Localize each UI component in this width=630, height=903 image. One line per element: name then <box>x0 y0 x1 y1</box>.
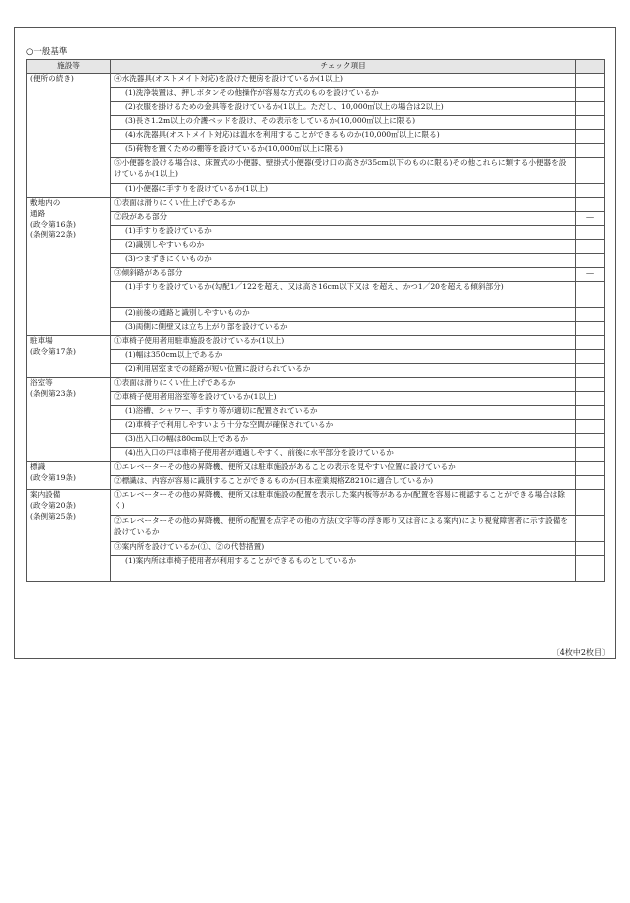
table-row <box>27 308 605 322</box>
table-row <box>27 364 605 378</box>
section-title: ○一般基準 <box>26 47 68 57</box>
check-item: ③傾斜路がある部分 <box>111 268 576 282</box>
facility-cell <box>27 490 111 582</box>
check-item: ②車椅子使用者用浴室等を設けているか(1以上) <box>111 392 576 406</box>
table-row <box>27 268 605 282</box>
table-row <box>27 378 605 392</box>
table-row <box>27 282 605 308</box>
facility-label: 敷地内の <box>30 198 61 207</box>
check-mark-cell[interactable] <box>576 542 605 556</box>
check-subitem: (1)洗浄装置は、押しボタンその他操作が容易な方式のものを設けているか <box>111 88 576 102</box>
check-mark-cell[interactable] <box>576 322 605 336</box>
facility-cell <box>27 198 111 336</box>
check-mark-cell[interactable] <box>576 406 605 420</box>
check-mark-cell[interactable] <box>576 254 605 268</box>
check-mark-cell[interactable] <box>576 462 605 476</box>
table-row <box>27 130 605 144</box>
check-item: ②段がある部分 <box>111 212 576 226</box>
table-row <box>27 392 605 406</box>
check-mark-cell[interactable] <box>576 350 605 364</box>
check-item: ④水洗器具(オストメイト対応)を設けた便房を設けているか(1以上) <box>111 74 576 88</box>
facility-label: (政令第20条) <box>30 500 76 510</box>
check-item: ③案内所を設けているか(①、②の代替措置) <box>111 542 576 556</box>
check-mark-cell[interactable] <box>576 88 605 102</box>
check-subitem: (2)前後の通路と識別しやすいものか <box>111 308 576 322</box>
check-mark-cell[interactable] <box>576 116 605 130</box>
table-row <box>27 144 605 158</box>
checklist-table <box>26 59 605 582</box>
check-mark-cell[interactable] <box>576 282 605 308</box>
table-row <box>27 462 605 476</box>
table-row <box>27 350 605 364</box>
page-counter: 〔4枚中2枚目〕 <box>551 648 610 657</box>
table-header-row <box>27 60 605 74</box>
facility-label: (条例第22条) <box>30 230 76 240</box>
table-row <box>27 556 605 582</box>
check-mark-cell[interactable]: ― <box>576 268 605 282</box>
check-mark-cell[interactable] <box>576 336 605 350</box>
check-mark-cell[interactable] <box>576 130 605 144</box>
check-item: ⑤小便器を設ける場合は、床置式の小便器、壁掛式小便器(受け口の高さが35cm以下のものに限る)その他これらに類する小便器を設けているか(1以上) <box>111 158 576 184</box>
header-facility: 施設等 <box>27 60 111 74</box>
facility-label: (政令第19条) <box>30 472 76 482</box>
check-mark-cell[interactable] <box>576 74 605 88</box>
check-mark-cell[interactable] <box>576 434 605 448</box>
table-row <box>27 476 605 490</box>
check-mark-cell[interactable] <box>576 476 605 490</box>
check-subitem: (1)小便器に手すりを設けているか(1以上) <box>111 184 576 198</box>
table-row <box>27 74 605 88</box>
table-row <box>27 184 605 198</box>
facility-label: (便所の続き) <box>30 74 74 83</box>
table-row <box>27 254 605 268</box>
facility-label: (条例第23条) <box>30 388 76 398</box>
check-subitem: (4)水洗器具(オストメイト対応)は温水を利用することができるものか(10,000㎡以上に限る) <box>111 130 576 144</box>
check-subitem: (1)手すりを設けているか <box>111 226 576 240</box>
check-subitem: (2)利用居室までの経路が短い位置に設けられているか <box>111 364 576 378</box>
table-row <box>27 420 605 434</box>
check-mark-cell[interactable] <box>576 490 605 516</box>
check-subitem: (3)長さ1.2m以上の介護ベッドを設け、その表示をしているか(10,000㎡以上に限る) <box>111 116 576 130</box>
check-subitem: (1)手すりを設けているか(勾配1／122を超え、又は高さ16cm以下又は を超え、かつ1／20を超える傾斜部分) <box>111 282 576 308</box>
check-subitem: (3)出入口の幅は80cm以上であるか <box>111 434 576 448</box>
table-row <box>27 322 605 336</box>
facility-label: (政令第17条) <box>30 346 76 356</box>
check-subitem: (2)衣服を掛けるための金具等を設けているか(1以上。ただし、10,000㎡以上の場合は2以上) <box>111 102 576 116</box>
facility-label: (条例第25条) <box>30 511 76 521</box>
check-subitem: (3)つまずきにくいものか <box>111 254 576 268</box>
check-mark-cell[interactable] <box>576 158 605 184</box>
table-row <box>27 516 605 542</box>
table-row <box>27 490 605 516</box>
check-subitem: (5)荷物を置くための棚等を設けているか(10,000㎡以上に限る) <box>111 144 576 158</box>
check-mark-cell[interactable] <box>576 226 605 240</box>
table-body <box>27 74 605 582</box>
table-row <box>27 198 605 212</box>
table-row <box>27 226 605 240</box>
check-item: ①表面は滑りにくい仕上げであるか <box>111 198 576 212</box>
check-item: ①エレベーターその他の昇降機、便所又は駐車施設があることの表示を見やすい位置に設けているか <box>111 462 576 476</box>
check-item: ①表面は滑りにくい仕上げであるか <box>111 378 576 392</box>
table-row <box>27 434 605 448</box>
check-subitem: (2)車椅子で利用しやすいよう十分な空間が確保されているか <box>111 420 576 434</box>
check-subitem: (4)出入口の戸は車椅子使用者が通過しやすく、前後に水平部分を設けているか <box>111 448 576 462</box>
check-item: ②エレベーターその他の昇降機、便所の配置を点字その他の方法(文字等の浮き彫り又は音による案内)により視覚障害者に示す設備を設けているか <box>111 516 576 542</box>
check-mark-cell[interactable] <box>576 308 605 322</box>
facility-label: 浴室等 <box>30 378 53 387</box>
check-subitem: (1)浴槽、シャワー、手すり等が適切に配置されているか <box>111 406 576 420</box>
header-mark <box>576 60 605 74</box>
facility-cell <box>27 336 111 378</box>
check-mark-cell[interactable] <box>576 448 605 462</box>
check-mark-cell[interactable] <box>576 556 605 582</box>
check-subitem: (3)両側に側壁又は立ち上がり部を設けているか <box>111 322 576 336</box>
check-mark-cell[interactable] <box>576 102 605 116</box>
table-row <box>27 240 605 254</box>
check-mark-cell[interactable] <box>576 240 605 254</box>
table-row <box>27 158 605 184</box>
check-mark-cell[interactable] <box>576 516 605 542</box>
facility-cell <box>27 378 111 462</box>
check-item: ①車椅子使用者用駐車施設を設けているか(1以上) <box>111 336 576 350</box>
check-subitem: (1)案内所は車椅子使用者が利用することができるものとしているか <box>111 556 576 582</box>
facility-cell <box>27 74 111 198</box>
check-subitem: (1)幅は350cm以上であるか <box>111 350 576 364</box>
facility-label: 標識 <box>30 462 46 471</box>
header-check-items: チェック項目 <box>111 60 576 74</box>
check-mark-cell[interactable]: ― <box>576 212 605 226</box>
table-row <box>27 88 605 102</box>
table-row <box>27 336 605 350</box>
check-item: ①エレベーターその他の昇降機、便所又は駐車施設の配置を表示した案内板等があるか(配置を容易に視認することができる場合は除く) <box>111 490 576 516</box>
table-row <box>27 212 605 226</box>
facility-cell <box>27 462 111 490</box>
check-mark-cell[interactable] <box>576 392 605 406</box>
table-row <box>27 542 605 556</box>
facility-label: (政令第16条) <box>30 219 76 229</box>
facility-label: 通路 <box>30 208 46 218</box>
check-mark-cell[interactable] <box>576 184 605 198</box>
table-row <box>27 448 605 462</box>
facility-label: 駐車場 <box>30 336 53 345</box>
check-mark-cell[interactable] <box>576 144 605 158</box>
check-mark-cell[interactable] <box>576 198 605 212</box>
table-row <box>27 116 605 130</box>
check-item: ②標識は、内容が容易に識別することができるものか(日本産業規格Z8210に適合しているか) <box>111 476 576 490</box>
facility-label: 案内設備 <box>30 490 61 499</box>
check-subitem: (2)識別しやすいものか <box>111 240 576 254</box>
check-mark-cell[interactable] <box>576 378 605 392</box>
check-mark-cell[interactable] <box>576 364 605 378</box>
check-mark-cell[interactable] <box>576 420 605 434</box>
table-row <box>27 102 605 116</box>
table-row <box>27 406 605 420</box>
